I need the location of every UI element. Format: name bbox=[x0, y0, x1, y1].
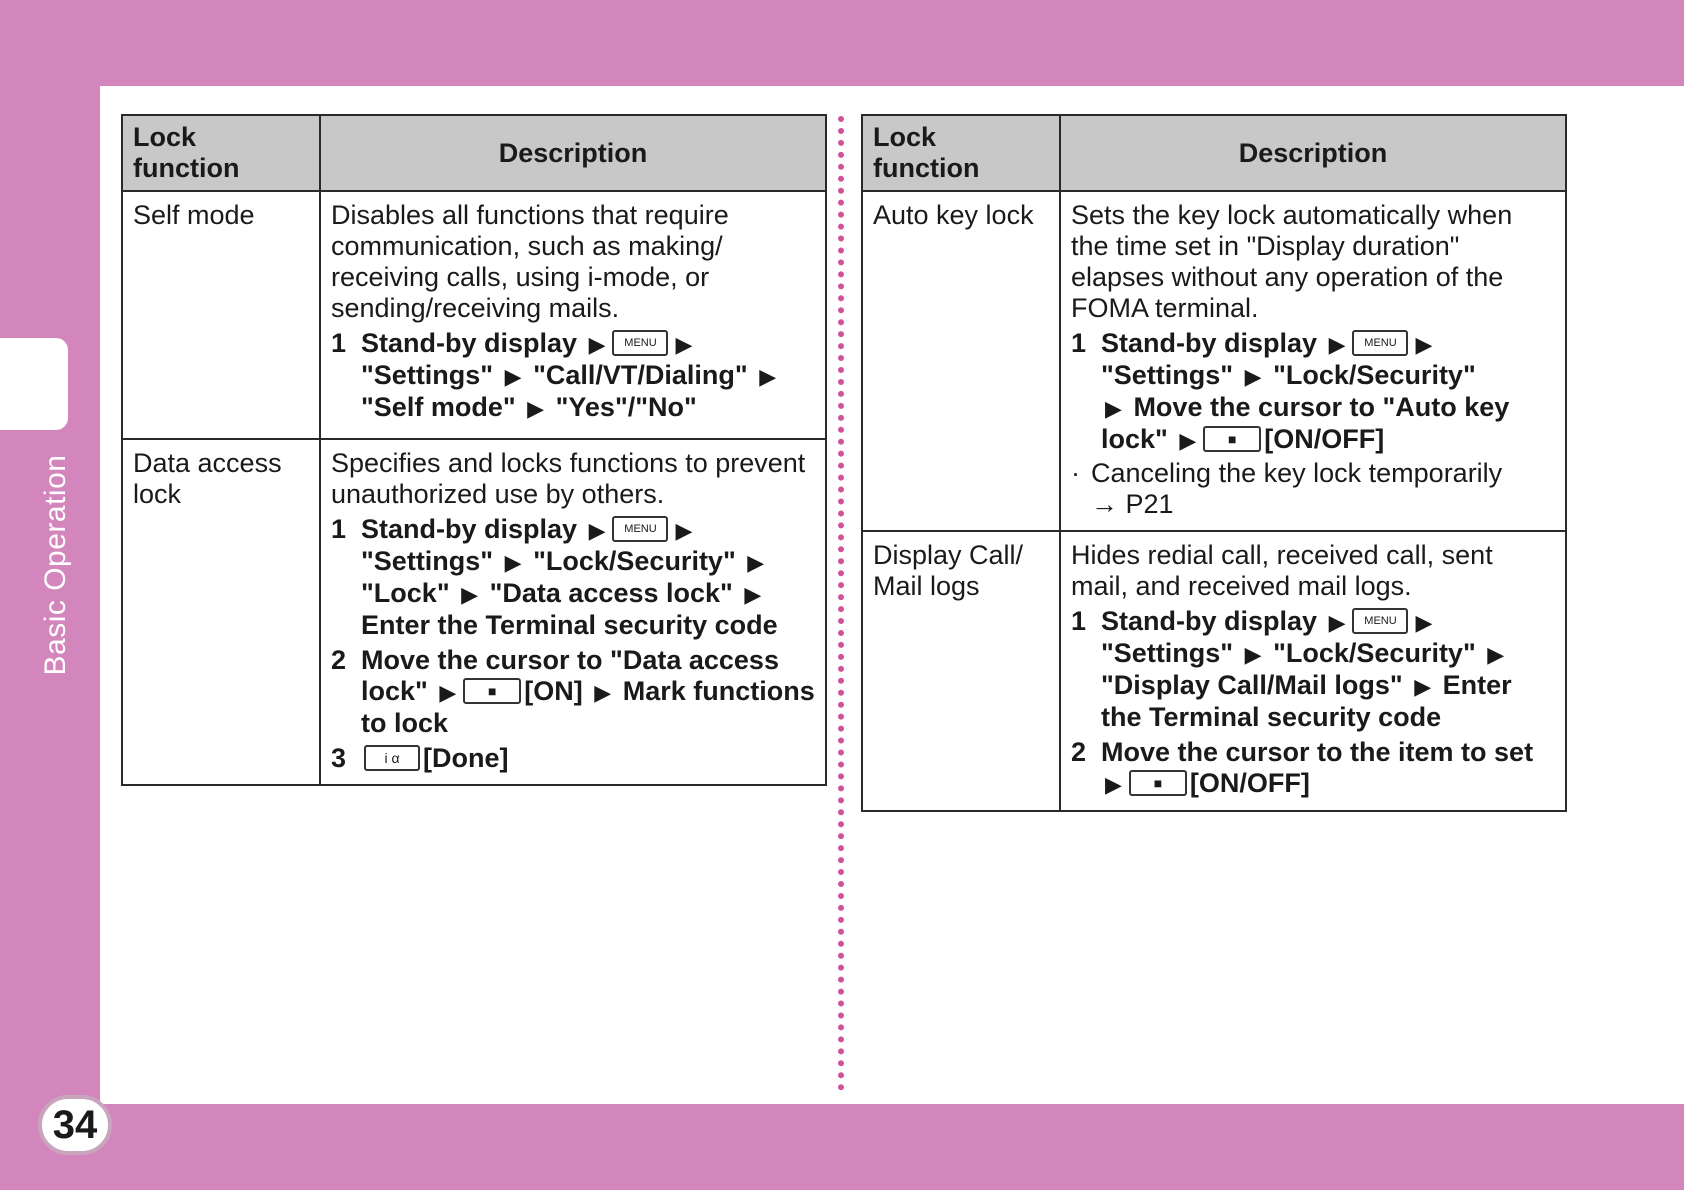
arrow-icon: ▶ bbox=[1179, 428, 1197, 453]
center-key-icon: ■ bbox=[1203, 426, 1261, 452]
menu-key-icon: MENU bbox=[1352, 330, 1408, 356]
arrow-icon: ▶ bbox=[675, 332, 693, 357]
lock-description-cell bbox=[320, 439, 826, 785]
step-text: Stand-by display ▶ MENU ▶ "Settings" ▶ "Call/VT/Dialing" ▶ "Self mode" ▶ "Yes"/"No" bbox=[361, 328, 777, 422]
center-key-icon: ■ bbox=[1129, 770, 1187, 796]
step bbox=[331, 743, 815, 774]
lock-function-name: Data access lock bbox=[122, 439, 320, 785]
lock-description-cell bbox=[1060, 191, 1566, 531]
lock-description: Specifies and locks functions to prevent unauthorized use by others. bbox=[331, 448, 806, 509]
step bbox=[1071, 737, 1555, 800]
menu-key-icon: MENU bbox=[612, 330, 668, 356]
step-number: 2 bbox=[331, 645, 347, 675]
header-lock-function: Lock function bbox=[862, 115, 1060, 191]
lock-description-cell bbox=[320, 191, 826, 439]
column-divider bbox=[838, 116, 844, 1091]
note-text: Canceling the key lock temporarily → P21 bbox=[1091, 458, 1503, 519]
table-header-row bbox=[122, 115, 826, 191]
step-text: Move the cursor to "Data access lock" ▶ ■ [ON] ▶ Mark functions to lock bbox=[361, 645, 815, 738]
step-number: 1 bbox=[331, 514, 347, 544]
arrow-icon: ▶ bbox=[588, 332, 606, 357]
arrow-icon: ▶ bbox=[504, 364, 522, 389]
step-text: Move the cursor to the item to set ▶ ■ [ON/OFF] bbox=[1101, 737, 1534, 798]
lock-description: Hides redial call, received call, sent mail, and received mail logs. bbox=[1071, 540, 1493, 601]
arrow-icon: ▶ bbox=[1244, 642, 1262, 667]
i-mode-key-icon: i α bbox=[364, 745, 420, 771]
arrow-icon: ▶ bbox=[1487, 642, 1505, 667]
step bbox=[1071, 606, 1555, 733]
arrow-icon: ▶ bbox=[1105, 396, 1122, 421]
step-text: Stand-by display ▶ MENU ▶ "Settings" ▶ "Lock/Security" ▶ "Display Call/Mail logs" ▶ Enter the Terminal security code bbox=[1101, 606, 1512, 732]
step bbox=[331, 328, 815, 424]
lock-table-left bbox=[121, 114, 827, 786]
chapter-tab bbox=[0, 338, 68, 430]
center-key-icon: ■ bbox=[463, 678, 521, 704]
step-number: 1 bbox=[1071, 606, 1087, 636]
arrow-icon: ▶ bbox=[1244, 364, 1262, 389]
arrow-icon: ▶ bbox=[461, 582, 479, 607]
lock-function-name: Display Call/ Mail logs bbox=[862, 531, 1060, 811]
arrow-icon: ▶ bbox=[744, 582, 762, 607]
menu-key-icon: MENU bbox=[1352, 608, 1408, 634]
arrow-icon: ▶ bbox=[594, 680, 612, 705]
step bbox=[1071, 328, 1555, 456]
lock-description: Sets the key lock automatically when the time set in "Display duration" elapses without any operation of the FOMA terminal. bbox=[1071, 200, 1513, 323]
step bbox=[331, 514, 815, 641]
step-number: 2 bbox=[1071, 737, 1087, 767]
chapter-label: Basic Operation bbox=[39, 454, 72, 676]
lock-table-right bbox=[861, 114, 1567, 812]
table-row bbox=[862, 191, 1566, 531]
page-reference: → P21 bbox=[1091, 489, 1174, 519]
arrow-icon: ▶ bbox=[1414, 674, 1432, 699]
arrow-icon: ▶ bbox=[675, 518, 693, 543]
lock-description-cell bbox=[1060, 531, 1566, 811]
header-description: Description bbox=[1060, 115, 1566, 191]
step-text: i α [Done] bbox=[361, 743, 815, 774]
header-lock-function: Lock function bbox=[122, 115, 320, 191]
step bbox=[331, 645, 815, 739]
lock-function-name: Self mode bbox=[122, 191, 320, 439]
arrow-icon: ▶ bbox=[504, 550, 522, 575]
table-row bbox=[862, 531, 1566, 811]
arrow-icon: ▶ bbox=[747, 550, 765, 575]
arrow-icon: ▶ bbox=[1415, 332, 1433, 357]
table-row bbox=[122, 191, 826, 439]
top-border bbox=[0, 0, 1684, 86]
step-number: 1 bbox=[331, 328, 347, 358]
page-number: 34 bbox=[38, 1095, 112, 1155]
step-number: 3 bbox=[331, 743, 347, 773]
lock-function-name: Auto key lock bbox=[862, 191, 1060, 531]
arrow-icon: ▶ bbox=[588, 518, 606, 543]
note bbox=[1071, 458, 1555, 520]
arrow-icon: ▶ bbox=[1415, 610, 1433, 635]
arrow-icon: ▶ bbox=[1328, 610, 1346, 635]
table-header-row bbox=[862, 115, 1566, 191]
arrow-icon: ▶ bbox=[1328, 332, 1346, 357]
lock-description: Disables all functions that require communication, such as making/ receiving calls, using i-mode, or sending/receiving mails. bbox=[331, 200, 729, 323]
step-text: Stand-by display ▶ MENU ▶ "Settings" ▶ "Lock/Security" ▶ "Lock" ▶ "Data access lock" ▶ Enter the Terminal security code bbox=[361, 514, 778, 640]
header-description: Description bbox=[320, 115, 826, 191]
bullet: · bbox=[1071, 458, 1080, 488]
arrow-icon: ▶ bbox=[439, 680, 457, 705]
arrow-icon: ▶ bbox=[1105, 772, 1122, 797]
step-number: 1 bbox=[1071, 328, 1087, 358]
menu-key-icon: MENU bbox=[612, 516, 668, 542]
step-text: Stand-by display ▶ MENU ▶ "Settings" ▶ "Lock/Security" ▶ Move the cursor to "Auto key lock" ▶ ■ [ON/OFF] bbox=[1101, 328, 1510, 454]
arrow-icon: ▶ bbox=[759, 364, 777, 389]
arrow-icon: ▶ bbox=[527, 396, 545, 421]
table-row bbox=[122, 439, 826, 785]
bottom-border bbox=[0, 1104, 1684, 1190]
